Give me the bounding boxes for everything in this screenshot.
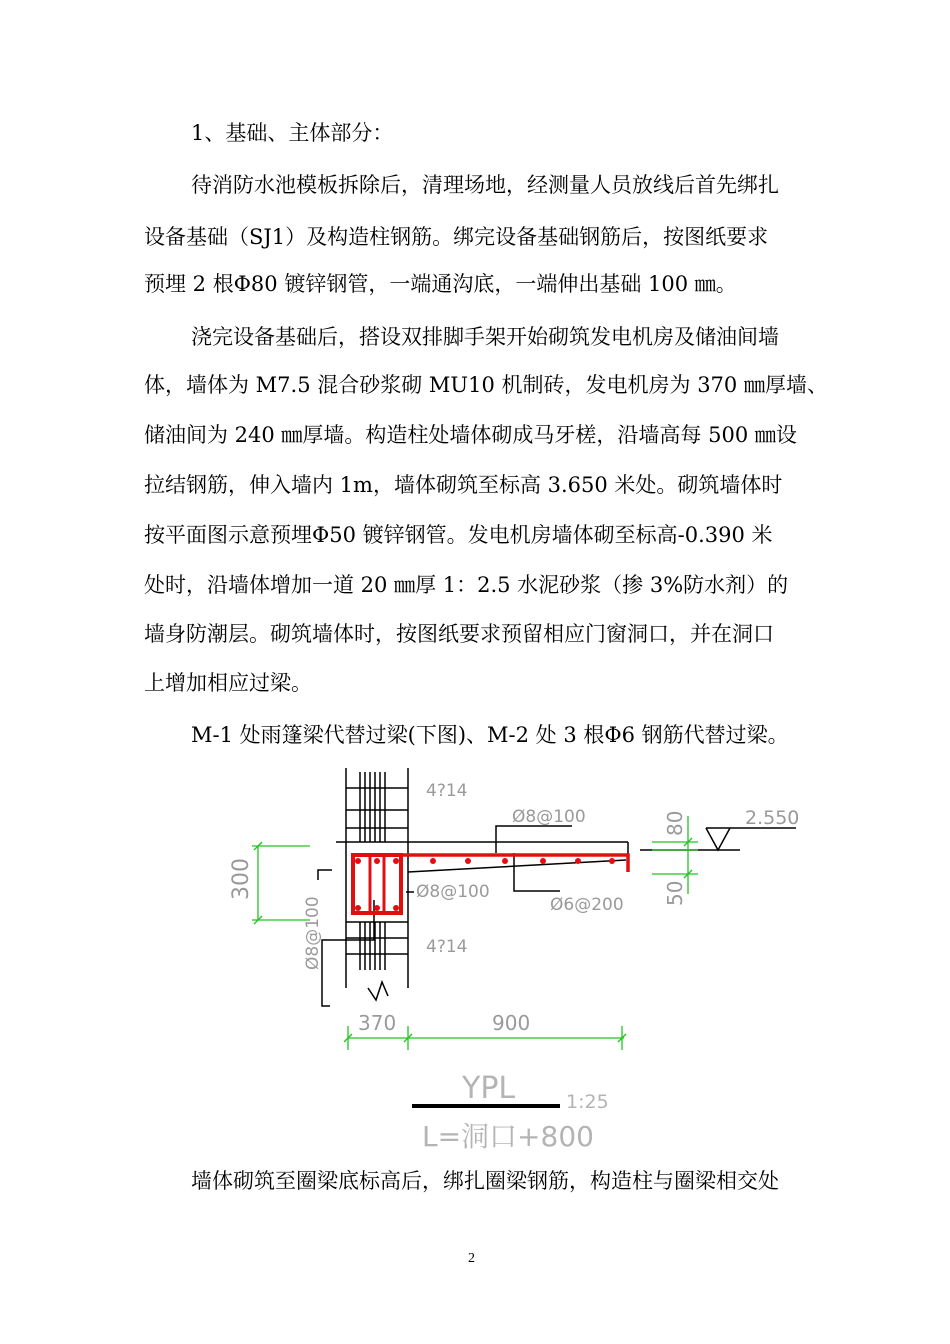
- slab-top-dimension-label: 80: [663, 810, 687, 836]
- level-label: 2.550: [745, 807, 800, 829]
- wall-dimension-label: 370: [358, 1011, 397, 1035]
- paragraph-line: 处时，沿墙体增加一道 20 ㎜厚 1：2.5 水泥砂浆（掺 3%防水剂）的: [144, 573, 789, 597]
- section-heading: 1、基础、主体部分：: [191, 121, 394, 145]
- paragraph-line: 预埋 2 根Φ80 镀锌钢管，一端通沟底，一端伸出基础 100 ㎜。: [144, 272, 737, 296]
- paragraph-line: 设备基础（SJ1）及构造柱钢筋。绑完设备基础钢筋后，按图纸要求: [144, 225, 769, 249]
- beam-stirrup-label: Ø8@100: [416, 882, 490, 902]
- rebar-bottom-label: 4?14: [426, 937, 468, 957]
- paragraph-line: 待消防水池模板拆除后，清理场地，经测量人员放线后首先绑扎: [191, 173, 779, 197]
- distribution-bar-label: Ø6@200: [550, 895, 624, 915]
- paragraph-line: 储油间为 240 ㎜厚墙。构造柱处墙体砌成马牙槎，沿墙高每 500 ㎜设: [144, 423, 797, 447]
- paragraph-line: 拉结钢筋，伸入墙内 1m，墙体砌筑至标高 3.650 米处。砌筑墙体时: [144, 473, 783, 497]
- paragraph-line: 体，墙体为 M7.5 混合砂浆砌 MU10 机制砖，发电机房为 370 ㎜厚墙、: [144, 373, 828, 397]
- length-formula: L=洞口+800: [422, 1120, 594, 1153]
- rebar-top-label: 4?14: [426, 781, 468, 801]
- side-stirrup-label: Ø8@100: [303, 896, 323, 970]
- paragraph-line: 上增加相应过梁。: [144, 671, 312, 695]
- paragraph-line: 按平面图示意预埋Φ50 镀锌钢管。发电机房墙体砌至标高-0.390 米: [144, 523, 773, 547]
- paragraph-line: 墙身防潮层。砌筑墙体时，按图纸要求预留相应门窗洞口，并在洞口: [144, 622, 774, 646]
- canopy-beam-drawing: [200, 760, 810, 1160]
- slab-end-dimension-label: 50: [663, 880, 687, 906]
- height-dimension-label: 300: [229, 858, 254, 900]
- paragraph-line: M-1 处雨篷梁代替过梁(下图)、M-2 处 3 根Φ6 钢筋代替过梁。: [191, 723, 789, 747]
- drawing-scale: 1:25: [566, 1091, 609, 1113]
- page-number: 2: [468, 1251, 475, 1266]
- canopy-dimension-label: 900: [492, 1011, 531, 1035]
- slab-stirrup-label: Ø8@100: [512, 807, 586, 827]
- paragraph-line: 墙体砌筑至圈梁底标高后，绑扎圈梁钢筋，构造柱与圈梁相交处: [191, 1169, 779, 1193]
- paragraph-line: 浇完设备基础后，搭设双排脚手架开始砌筑发电机房及储油间墙: [191, 325, 779, 349]
- drawing-title: YPL: [462, 1071, 516, 1106]
